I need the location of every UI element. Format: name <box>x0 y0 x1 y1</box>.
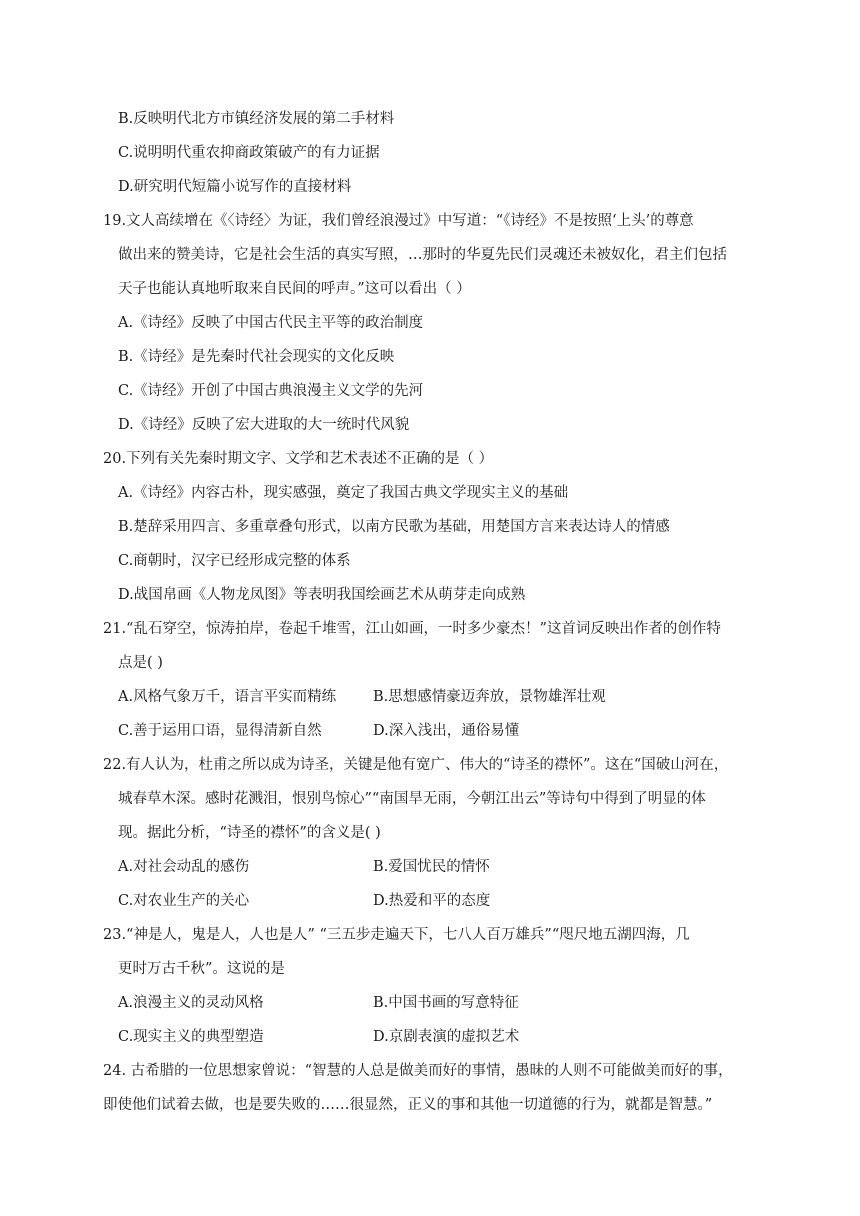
q20-option-d: D.战国帛画《人物龙凤图》等表明我国绘画艺术从萌芽走向成熟 <box>118 587 526 603</box>
question-19-line-2: 做出来的赞美诗，它是社会生活的真实写照，…那时的华夏先民们灵魂还未被奴化，君主们包括 <box>118 247 727 263</box>
q19-option-b: B.《诗经》是先秦时代社会现实的文化反映 <box>118 349 395 365</box>
question-24-line-1: 24. 古希腊的一位思想家曾说：“智慧的人总是做美而好的事情，愚昧的人则不可能做美而好的事， <box>103 1063 733 1079</box>
option-c: C.说明明代重农抑商政策破产的有力证据 <box>118 145 380 161</box>
q21-option-b: B.思想感情豪迈奔放，景物雄浑壮观 <box>373 689 606 705</box>
q22-option-b: B.爱国忧民的情怀 <box>373 859 490 875</box>
q23-option-b: B.中国书画的写意特征 <box>373 995 519 1011</box>
q22-option-d: D.热爱和平的态度 <box>373 893 491 909</box>
question-22-line-2: 城春草木深。感时花溅泪，恨别鸟惊心”“南国旱无雨，今朝江出云”等诗句中得到了明显的体 <box>118 791 706 807</box>
q19-option-c: C.《诗经》开创了中国古典浪漫主义文学的先河 <box>118 383 424 399</box>
q21-option-a: A.风格气象万千，语言平实而精练 <box>118 689 337 705</box>
q20-option-c: C.商朝时，汉字已经形成完整的体系 <box>118 553 351 569</box>
question-23-line-1: 23.“神是人，鬼是人，人也是人” “三五步走遍天下，七八人百万雄兵”“咫尺地五湖四海，几 <box>103 927 690 943</box>
q21-option-d: D.深入浅出，通俗易懂 <box>373 723 520 739</box>
question-19-line-3: 天子也能认真地听取来自民间的呼声。”这可以看出（ ） <box>118 281 471 297</box>
q23-option-a: A.浪漫主义的灵动风格 <box>118 995 264 1011</box>
q22-option-c: C.对农业生产的关心 <box>118 893 250 909</box>
option-d: D.研究明代短篇小说写作的直接材料 <box>118 179 352 195</box>
q19-option-a: A.《诗经》反映了中国古代民主平等的政治制度 <box>118 315 424 331</box>
question-19-line-1: 19.文人高续增在《〈诗经〉为证，我们曾经浪漫过》中写道：“《诗经》不是按照‘上头’的尊意 <box>103 213 694 229</box>
q23-option-c: C.现实主义的典型塑造 <box>118 1029 264 1045</box>
question-22-line-1: 22.有人认为，杜甫之所以成为诗圣，关键是他有宽广、伟大的“诗圣的襟怀”。这在“国破山河在， <box>103 757 729 773</box>
option-b: B.反映明代北方市镇经济发展的第二手材料 <box>118 111 395 127</box>
q21-option-c: C.善于运用口语，显得清新自然 <box>118 723 322 739</box>
q22-option-a: A.对社会动乱的感伤 <box>118 859 250 875</box>
q19-option-d: D.《诗经》反映了宏大进取的大一统时代风貌 <box>118 417 410 433</box>
question-21-line-1: 21.“乱石穿空，惊涛拍岸，卷起千堆雪，江山如画，一时多少豪杰！”这首词反映出作者的创作特 <box>103 621 721 637</box>
q23-option-d: D.京剧表演的虚拟艺术 <box>373 1029 520 1045</box>
question-24-line-2: 即使他们试着去做，也是要失败的……很显然，正义的事和其他一切道德的行为，就都是智慧。” <box>103 1097 713 1113</box>
q20-option-a: A.《诗经》内容古朴，现实感强，奠定了我国古典文学现实主义的基础 <box>118 485 569 501</box>
question-22-line-3: 现。据此分析，“诗圣的襟怀”的含义是( ) <box>118 825 381 841</box>
question-21-line-2: 点是( ) <box>118 655 163 671</box>
q20-option-b: B.楚辞采用四言、多重章叠句形式，以南方民歌为基础，用楚国方言来表达诗人的情感 <box>118 519 670 535</box>
question-20-line-1: 20.下列有关先秦时期文字、文学和艺术表述不正确的是（ ） <box>103 451 494 467</box>
question-23-line-2: 更时万古千秋”。这说的是 <box>118 961 285 977</box>
